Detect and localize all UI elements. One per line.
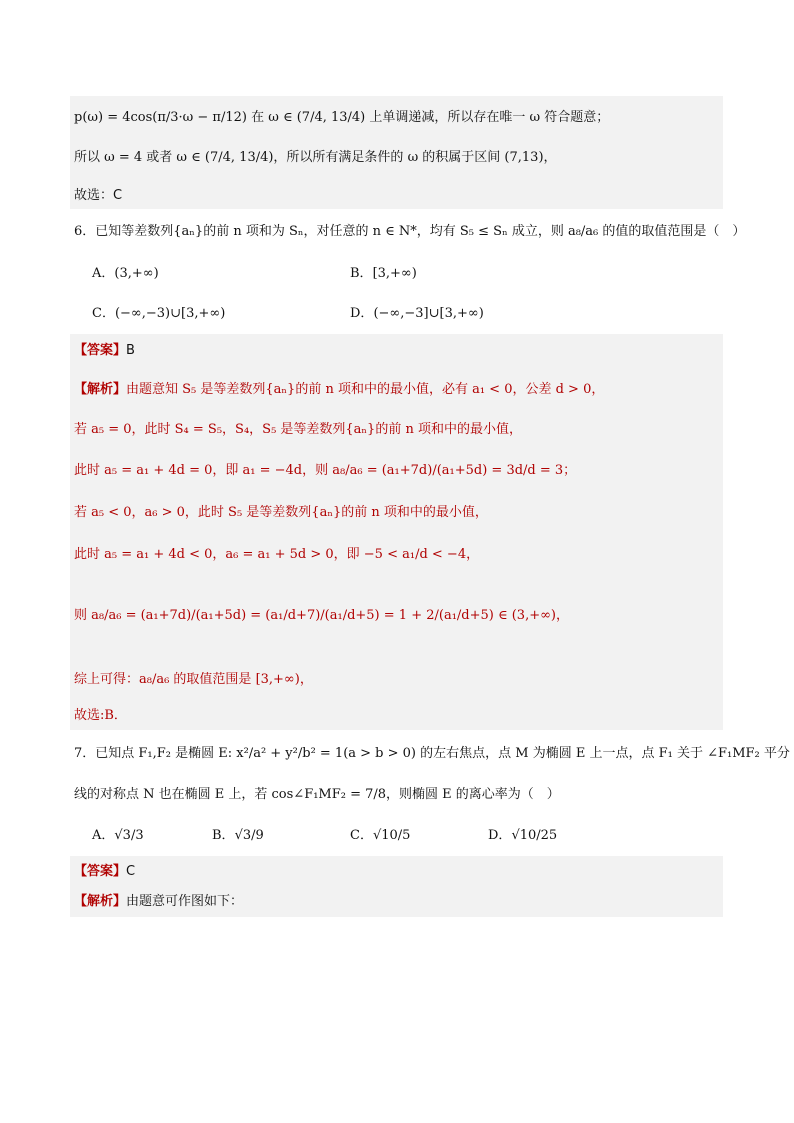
q6-option-c-label: C． — [92, 306, 115, 321]
q7-option-d-label: D． — [488, 828, 512, 843]
q6-analysis-line-3: 此时 a₅ = a₁ + 4d = 0，即 a₁ = −4d，则 a₈/a₆ = (a₁+7d)/(a₁+5d) = 3d/d = 3； — [74, 463, 577, 478]
q7-analysis-label: 【解析】 — [74, 894, 127, 909]
q6-analysis-line-5: 此时 a₅ = a₁ + 4d < 0，a₆ = a₁ + 5d > 0，即 −5 < a₁/d < −4， — [74, 547, 480, 562]
q6-analysis-line-6: 则 a₈/a₆ = (a₁+7d)/(a₁+5d) = (a₁/d+7)/(a₁/d+5) = 1 + 2/(a₁/d+5) ∈ (3,+∞)， — [74, 608, 569, 623]
q7-answer-value: C — [126, 864, 136, 879]
q6-option-c — [92, 304, 225, 324]
q7-answer — [74, 862, 722, 882]
q7-option-a-label: A． — [92, 828, 115, 843]
q7-option-c-label: C． — [350, 828, 373, 843]
q7-option-a — [92, 826, 144, 846]
q6-option-b — [350, 264, 417, 284]
q7-option-b-text: √3/9 — [234, 828, 264, 843]
q6-option-d-label: D． — [350, 306, 374, 321]
q7-option-a-text: √3/3 — [114, 828, 144, 843]
q6-option-a-text: (3,+∞) — [114, 266, 159, 281]
q7-option-d — [488, 826, 557, 846]
q6-option-c-text: (−∞,−3)∪[3,+∞) — [114, 306, 226, 321]
q6-analysis-line-1 — [74, 380, 722, 400]
q5-solution-line-2: 所以 ω = 4 或者 ω ∈ (7/4, 13/4)，所以所有满足条件的 ω 的积属于区间 (7,13)， — [74, 150, 557, 165]
q6-analysis-label: 【解析】 — [74, 382, 127, 397]
q7-option-c-text: √10/5 — [372, 828, 411, 843]
q6-analysis-line-8: 故选:B． — [74, 708, 127, 723]
q6-option-a-label: A． — [92, 266, 115, 281]
q6-option-b-text: [3,+∞) — [372, 266, 417, 281]
q6-option-d-text: (−∞,−3]∪[3,+∞) — [373, 306, 484, 321]
q6-answer-label: 【答案】 — [74, 343, 127, 358]
q6-analysis-line-4: 若 a₅ < 0，a₆ > 0，此时 S₅ 是等差数列{aₙ}的前 n 项和中的最小值， — [74, 505, 488, 520]
q7-option-d-text: √10/25 — [511, 828, 558, 843]
q5-solution-line-1: p(ω) = 4cos(π/3·ω − π/12) 在 ω ∈ (7/4, 13/4) 上单调递减，所以存在唯一 ω 符合题意； — [74, 110, 610, 125]
q6-answer — [74, 341, 722, 361]
q5-solution-line-3: 故选：C — [74, 188, 123, 203]
q6-option-a — [92, 264, 159, 284]
q6-analysis-line-2: 若 a₅ = 0，此时 S₄ = S₅，S₄，S₅ 是等差数列{aₙ}的前 n 项和中的最小值， — [74, 422, 522, 437]
q7-option-b — [212, 826, 264, 846]
q6-answer-value: B — [126, 343, 135, 358]
q6-option-b-label: B． — [350, 266, 373, 281]
q6-option-d — [350, 304, 484, 324]
q7-stem-line-2: 线的对称点 N 也在椭圆 E 上，若 cos∠F₁MF₂ = 7/8，则椭圆 E 的离心率为（ ） — [74, 787, 560, 802]
q7-option-c — [350, 826, 410, 846]
q6-analysis-line-7: 综上可得：a₈/a₆ 的取值范围是 [3,+∞)， — [74, 672, 313, 687]
q7-analysis-text: 由题意可作图如下： — [126, 894, 244, 909]
q6-stem: 6．已知等差数列{aₙ}的前 n 项和为 Sₙ，对任意的 n ∈ N*，均有 S₅ ≤ Sₙ 成立，则 a₈/a₆ 的值的取值范围是（ ） — [74, 224, 746, 239]
q7-option-b-label: B． — [212, 828, 235, 843]
q7-stem-line-1: 7．已知点 F₁,F₂ 是椭圆 E: x²/a² + y²/b² = 1(a > b > 0) 的左右焦点，点 M 为椭圆 E 上一点，点 F₁ 关于 ∠F₁MF₂ 平分 — [74, 746, 790, 761]
q6-analysis-text-1: 由题意知 S₅ 是等差数列{aₙ}的前 n 项和中的最小值，必有 a₁ < 0，公差 d > 0， — [126, 382, 605, 397]
q7-analysis — [74, 892, 722, 912]
q7-answer-label: 【答案】 — [74, 864, 127, 879]
